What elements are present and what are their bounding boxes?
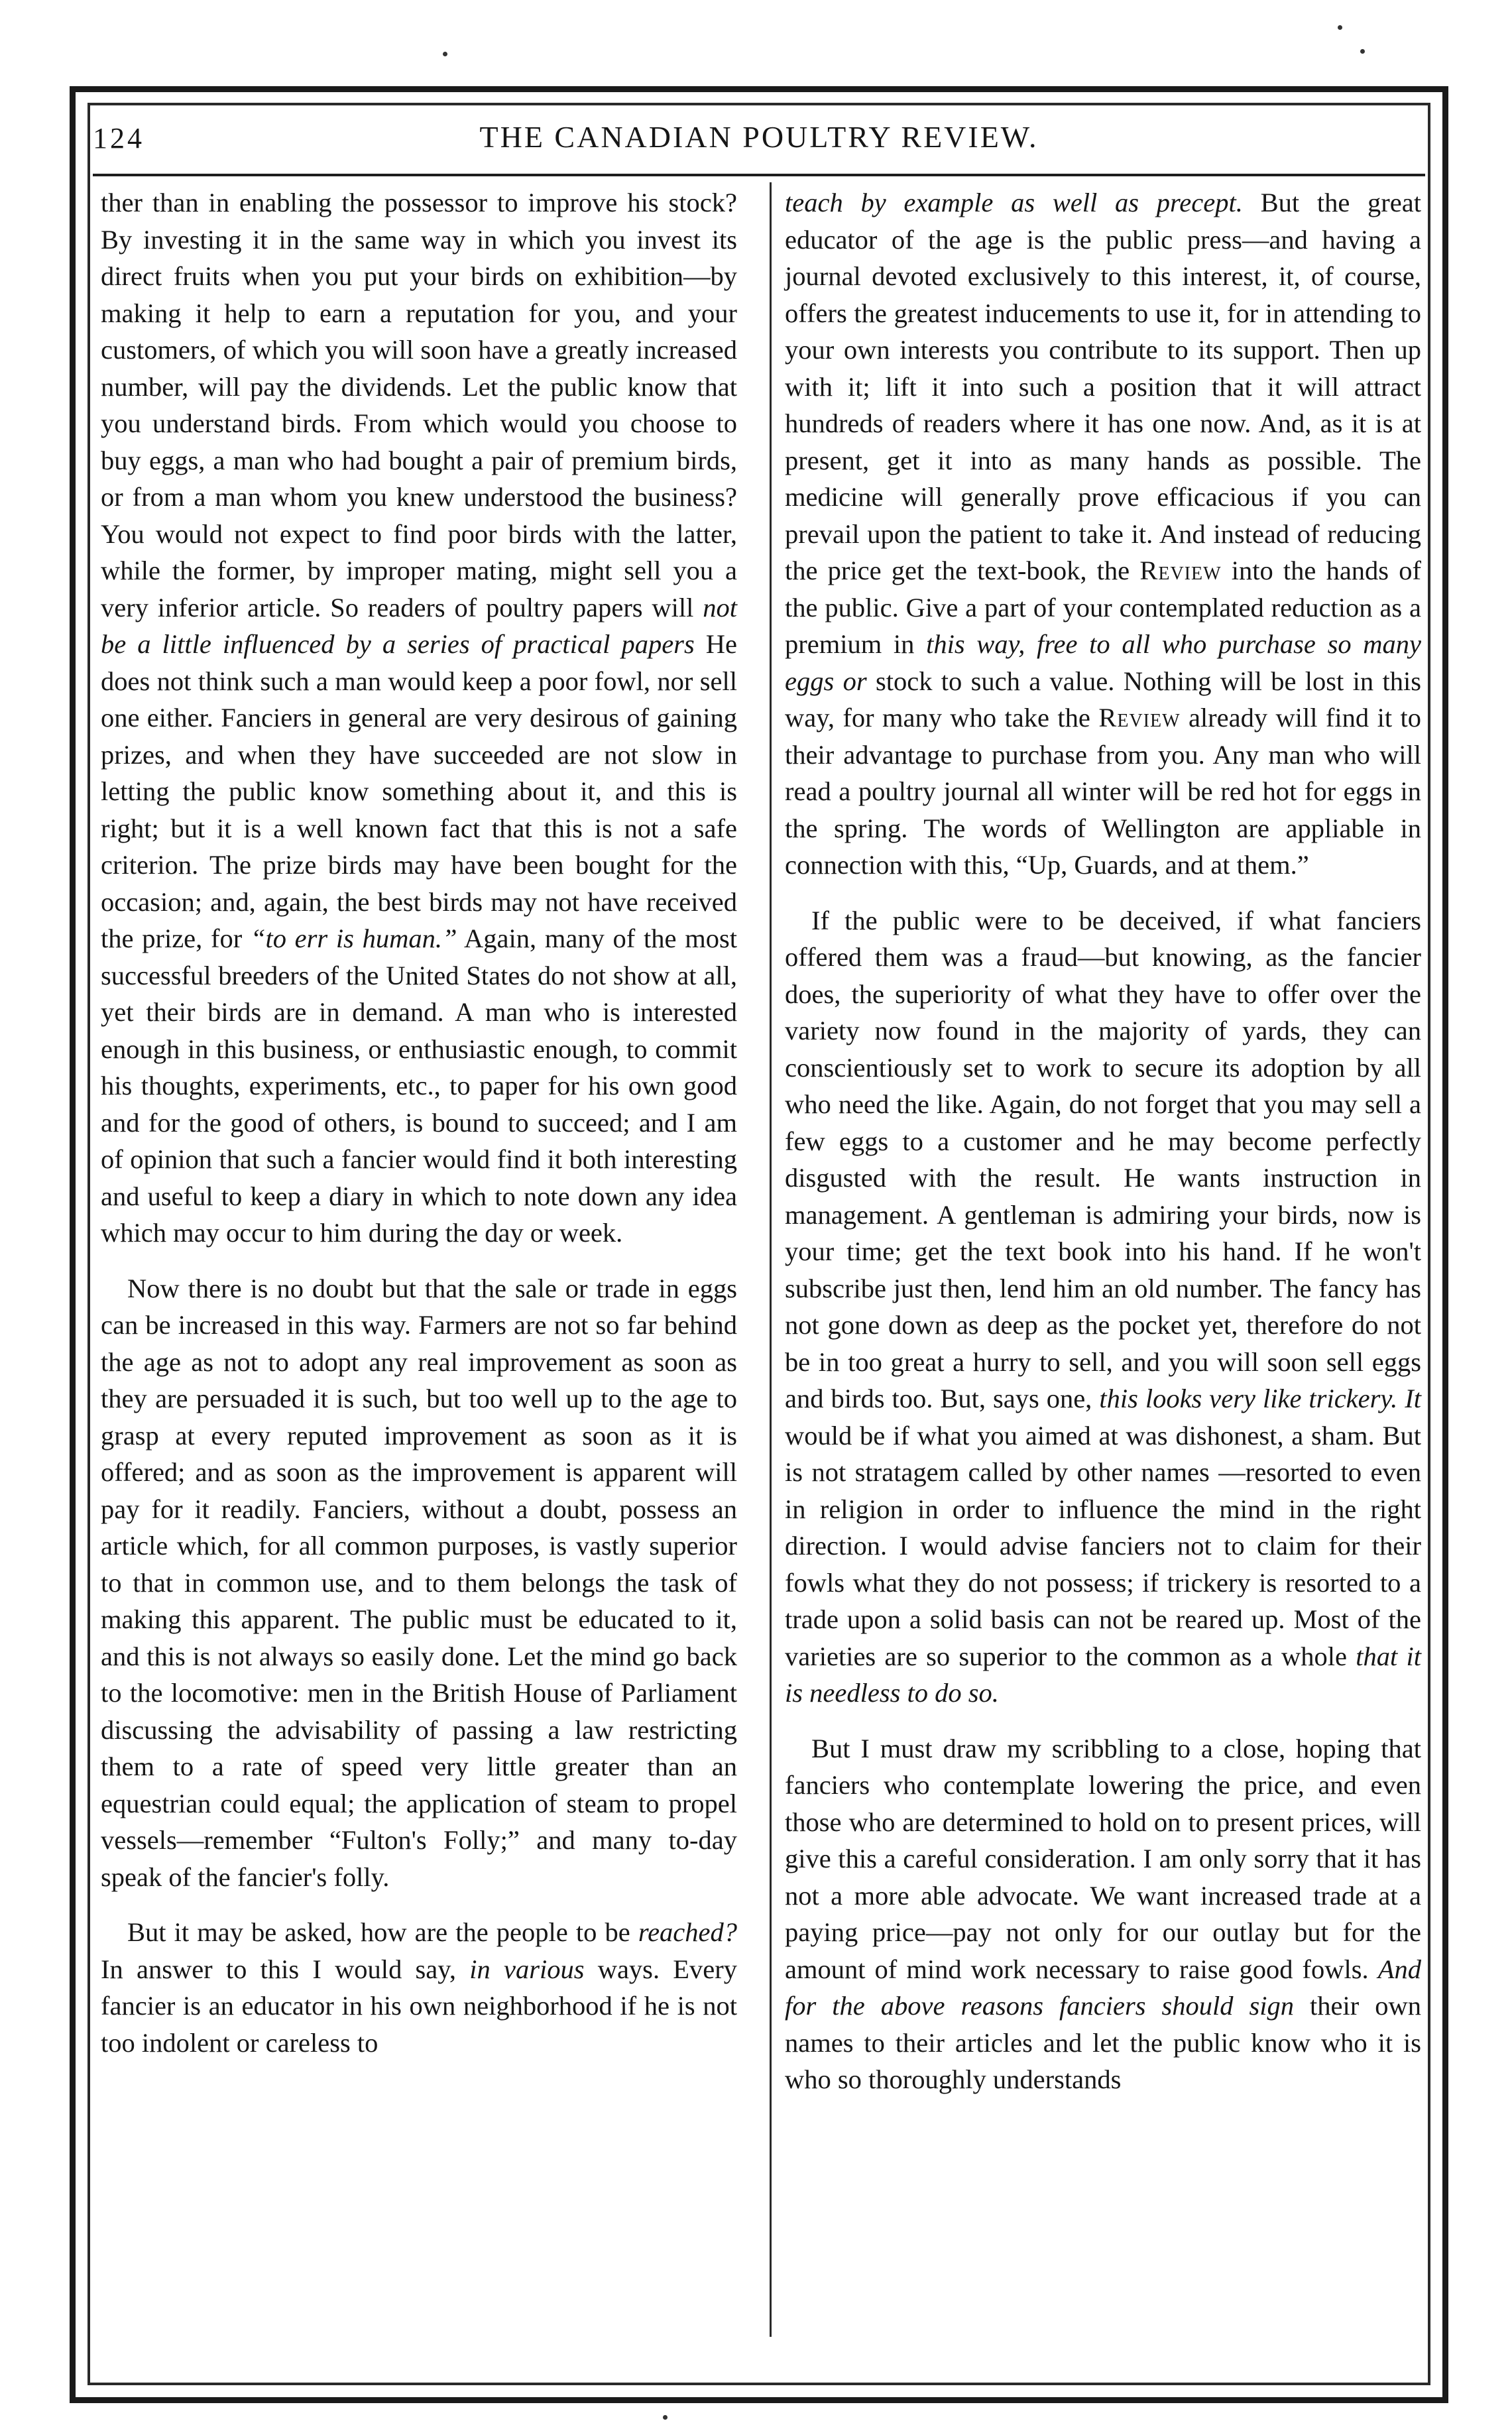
stray-ink-dot [443,52,447,56]
stray-ink-dot [663,2415,668,2420]
article-paragraph: But I must draw my scribbling to a close, hoping that fanciers who contemplate lowering the price, and even those who are determined to hold on to present prices, will give this a careful consideration. I am only sorry that it has not a more able advocate. We want increased trade at a paying price—pay not only for our outlay but for the amount of mind work necessary to raise good fowls. And for the above reasons fanciers should sign their own names to their articles and let the public know who it is who so thoroughly understands [785,1733,1421,2094]
article-paragraph: But it may be asked, how are the people to be reached? In answer to this I would say, in various ways. Every fancier is an educator in his own neighborhood if he is not too indolent or careless to [101,1917,737,2058]
right-column [785,184,1421,2322]
stray-ink-dot [1338,25,1342,30]
column-divider [770,182,772,2337]
page-number: 124 [93,122,145,154]
page-header [93,116,1425,174]
header-rule [93,174,1425,176]
left-column [101,184,737,2322]
article-paragraph: ther than in enabling the possessor to improve his stock? By investing it in the same way in which you invest its direct fruits when you put your birds on exhibition—by making it help to earn a reputation for you, and your customers, of which you will soon have a greatly increased number, will pay the dividends. Let the public know that you understand birds. From which would you choose to buy eggs, a man who had bought a pair of premium birds, or from a man whom you knew understood the business? You would not expect to find poor birds with the latter, while the former, by improper mating, might sell you a very inferior article. So readers of poultry papers will not be a little influenced by a series of practical papers He does not think such a man would keep a poor fowl, nor sell one either. Fanciers in general are very desirous of gaining prizes, and when they have succeeded are not slow in letting the public know something about it, and this is right; but it is a well known fact that this is not a safe criterion. The prize birds may have been bought for the occasion; and, again, the best birds may not have received the prize, for “to err is human.” Again, many of the most successful breeders of the United States do not show at all, yet their birds are in demand. A man who is interested enough in this business, or enthusiastic enough, to commit his thoughts, experiments, etc., to paper for his own good and for the good of others, is bound to succeed; and I am of opinion that such a fancier would find it both interesting and useful to keep a diary in which to note down any idea which may occur to him during the day or week. [101,188,737,1248]
stray-ink-dot [1360,49,1365,54]
article-paragraph: teach by example as well as precept. But the great educator of the age is the public press—and having a journal devoted exclusively to this interest, it, of course, offers the greatest inducements to use it, for in attending to your own interests you contribute to its support. Then up with it; lift it into such a position that it will attract hundreds of readers where it has one now. And, as it is at present, get it into as many hands as possible. The medicine will generally prove efficacious if you can prevail upon the patient to take it. And instead of reducing the price get the text-book, the Review into the hands of the public. Give a part of your contemplated reduction as a premium in this way, free to all who purchase so many eggs or stock to such a value. Nothing will be lost in this way, for many who take the Review already will find it to their advantage to purchase from you. Any man who will read a poultry journal all winter will be red hot for eggs in the spring. The words of Wellington are appliable in connection with this, “Up, Guards, and at them.” [785,188,1422,880]
article-paragraph: Now there is no doubt but that the sale or trade in eggs can be increased in this way. Farmers are not so far behind the age as not to adopt any real improvement as soon as they are persuaded it is such, but too well up to the age to grasp at every reputed improvement as soon as it is offered; and as soon as the improvement is apparent will pay for it readily. Fanciers, without a doubt, possess an article which, for all common purposes, is vastly superior to that in common use, and to them belongs the task of making this apparent. The public must be educated to it, and this is not always so easily done. Let the mind go back to the locomotive: men in the British House of Parliament discussing the advisability of passing a law restricting them to a rate of speed very little greater than an equestrian could equal; the application of steam to propel vessels—remember “Fulton's Folly;” and many to-day speak of the fancier's folly. [101,1273,737,1892]
journal-title: THE CANADIAN POULTRY REVIEW. [479,120,1039,154]
article-paragraph: If the public were to be deceived, if what fanciers offered them was a fraud—but knowing, as the fancier does, the superiority of what they have to offer over the variety now found in the majority of yards, they can conscientiously set to work to secure its adoption by all who need the like. Again, do not forget that you may sell a few eggs to a customer and he may become perfectly disgusted with the result. He wants instruction in management. A gentleman is admiring your birds, now is your time; get the text book into his hand. If he won't subscribe just then, lend him an old number. The fancy has not gone down as deep as the pocket yet, therefore do not be in too great a hurry to sell, and you will soon sell eggs and birds too. But, says one, this looks very like trickery. It would be if what you aimed at was dishonest, a sham. But is not stratagem called by other names —resorted to even in religion in order to influence the mind in the right direction. I would advise fanciers not to claim for their fowls what they do not possess; if trickery is resorted to a trade upon a solid basis can not be reared up. Most of the varieties are so superior to the common as a whole that it is needless to do so. [785,905,1422,1708]
